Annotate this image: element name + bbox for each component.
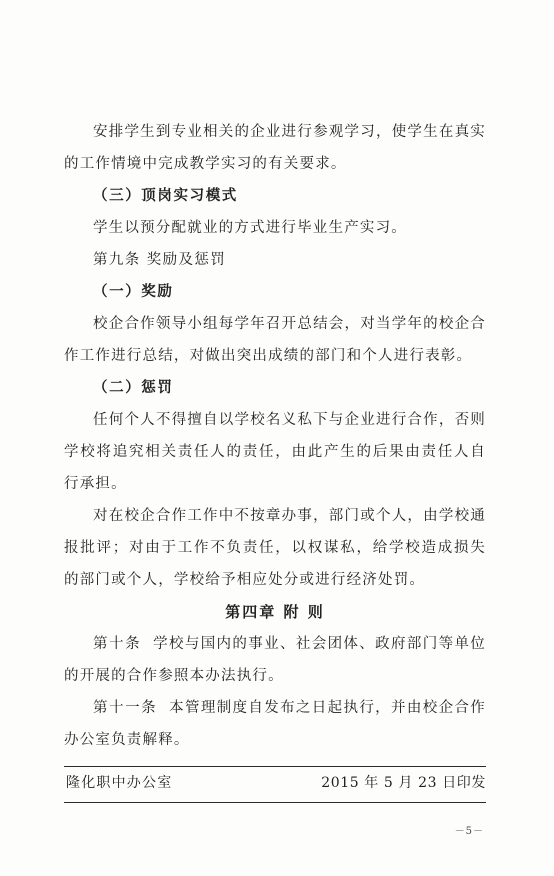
- article-11-label: 第十一条: [93, 700, 158, 716]
- article-10-text: 学校与国内的事业、社会团体、政府部门等单位的开展的合作参照本办法执行。: [64, 636, 486, 684]
- document-body: [64, 116, 486, 756]
- paragraph-graduate-internship: 学生以预分配就业的方式进行毕业生产实习。: [93, 220, 407, 236]
- heading-reward: （一）奖励: [93, 284, 174, 300]
- article-11-text: 本管理制度自发布之日起执行，并由校企合作办公室负责解释。: [64, 700, 486, 748]
- paragraph-reward: 校企合作领导小组每学年召开总结会，对当学年的校企合作工作进行总结，对做出突出成绩的部门和个人进行表彰。: [64, 316, 486, 364]
- footer-rule-top: [64, 766, 486, 767]
- heading-penalty: （二）惩罚: [93, 380, 174, 396]
- footer-date: 2015 年 5 月 23 日印发: [321, 775, 486, 791]
- page-number: －5－: [454, 826, 484, 837]
- paragraph-penalty-2: 对在校企合作工作中不按章办事，部门或个人，由学校通报批评；对由于工作不负责任，以权谋私，给学校造成损失的部门或个人，学校给予相应处分或进行经济处罚。: [64, 508, 486, 588]
- article-11: [64, 692, 486, 756]
- chapter-4-heading: 第四章 附 则: [225, 603, 325, 621]
- footer-rule-bottom: [64, 802, 486, 803]
- article-10-label: 第十条: [93, 636, 142, 652]
- article-9-heading: 第九条 奖励及惩罚: [93, 252, 227, 268]
- paragraph-visit-study: 安排学生到专业相关的企业进行参观学习，使学生在真实的工作情境中完成教学实习的有关要求。: [64, 124, 486, 172]
- heading-post-internship: （三）顶岗实习模式: [93, 188, 238, 204]
- footer-issuer: 隆化职中办公室: [66, 775, 173, 791]
- article-10: [64, 628, 486, 692]
- paragraph-penalty-1: 任何个人不得擅自以学校名义私下与企业进行合作，否则学校将追究相关责任人的责任，由此产生的后果由责任人自行承担。: [64, 412, 486, 492]
